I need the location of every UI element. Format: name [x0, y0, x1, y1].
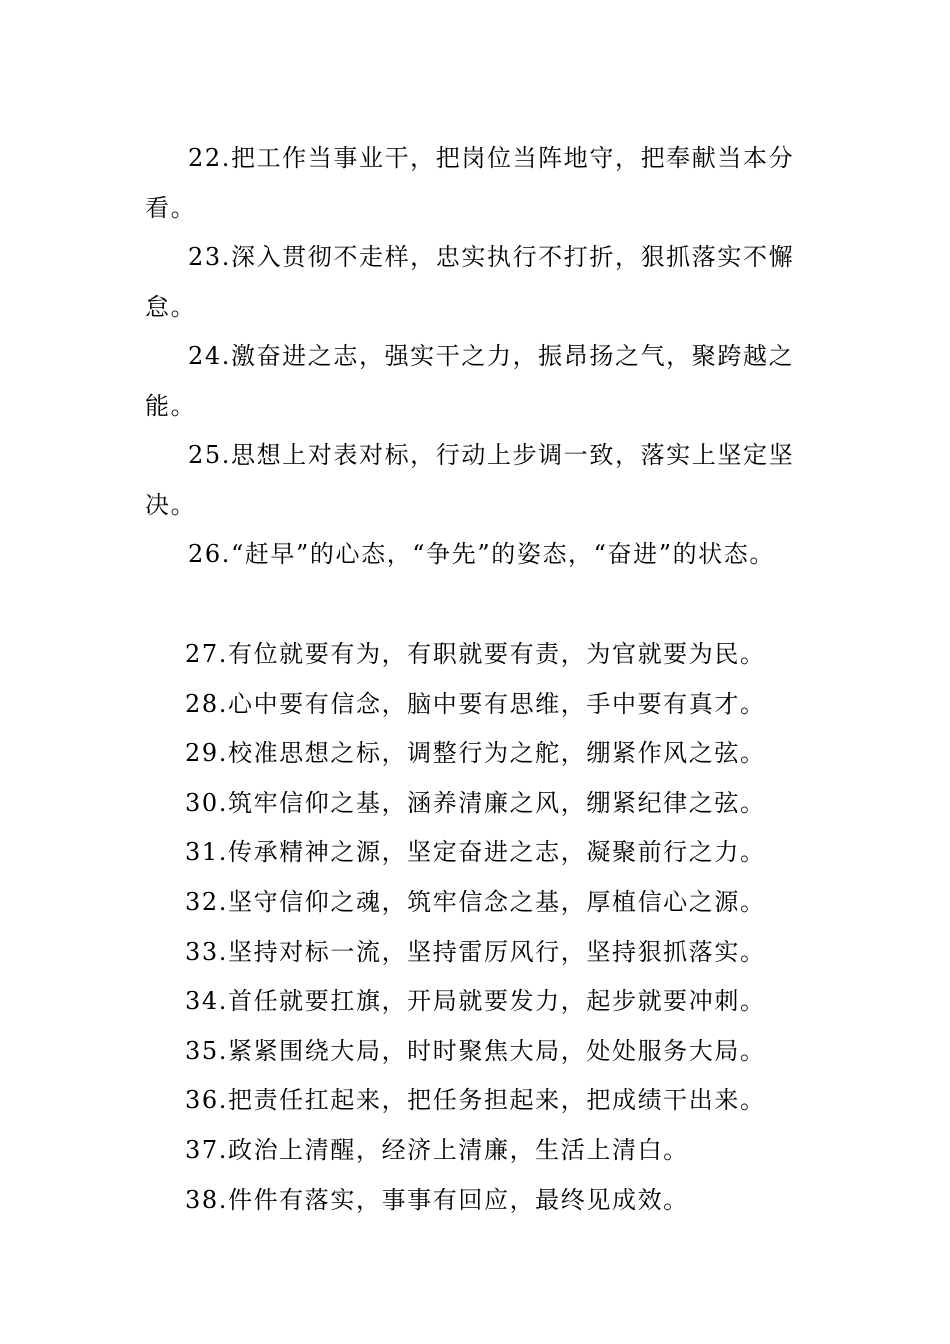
- list-item-28: 28.心中要有信念，脑中要有思维，手中要有真才。: [185, 689, 766, 718]
- list-item-33: 33.坚持对标一流，坚持雷厉风行，坚持狠抓落实。: [185, 937, 766, 966]
- list-item-32: 32.坚守信仰之魂，筑牢信念之基，厚植信心之源。: [185, 887, 766, 916]
- item-text-line: 能。: [145, 391, 197, 420]
- wrapped-items-block: [145, 134, 813, 580]
- list-item-29: 29.校准思想之标，调整行为之舵，绷紧作风之弦。: [185, 739, 766, 768]
- item-text-line: 26.“赶早”的心态，“争先”的姿态，“奋进”的状态。: [188, 540, 775, 568]
- list-item-36: 36.把责任扛起来，把任务担起来，把成绩干出来。: [185, 1086, 766, 1115]
- item-text-line: 看。: [145, 193, 197, 222]
- list-item-22: [145, 134, 813, 233]
- item-text-line: 决。: [145, 490, 197, 519]
- list-item-24: [145, 332, 813, 431]
- item-text-line: 23.深入贯彻不走样，忠实执行不打折，狠抓落实不懈: [188, 243, 795, 271]
- list-item-35: 35.紧紧围绕大局，时时聚焦大局，处处服务大局。: [185, 1036, 766, 1065]
- list-item-30: 30.筑牢信仰之基，涵养清廉之风，绷紧纪律之弦。: [185, 788, 766, 817]
- list-item-25: [145, 431, 813, 530]
- item-text-line: 22.把工作当事业干，把岗位当阵地守，把奉献当本分: [188, 144, 795, 172]
- item-text-line: 怠。: [145, 292, 197, 321]
- list-item-38: 38.件件有落实，事事有回应，最终见成效。: [185, 1185, 689, 1214]
- list-item-34: 34.首任就要扛旗，开局就要发力，起步就要冲刺。: [185, 987, 766, 1016]
- item-text-line: 24.激奋进之志，强实干之力，振昂扬之气，聚跨越之: [188, 342, 795, 370]
- list-item-26: [145, 530, 813, 580]
- list-item-37: 37.政治上清醒，经济上清廉，生活上清白。: [185, 1135, 689, 1164]
- list-item-31: 31.传承精神之源，坚定奋进之志，凝聚前行之力。: [185, 838, 766, 867]
- single-line-items-block: [185, 630, 825, 1225]
- list-item-27: 27.有位就要有为，有职就要有责，为官就要为民。: [185, 640, 766, 668]
- list-item-23: [145, 233, 813, 332]
- item-text-line: 25.思想上对表对标，行动上步调一致，落实上坚定坚: [188, 441, 795, 469]
